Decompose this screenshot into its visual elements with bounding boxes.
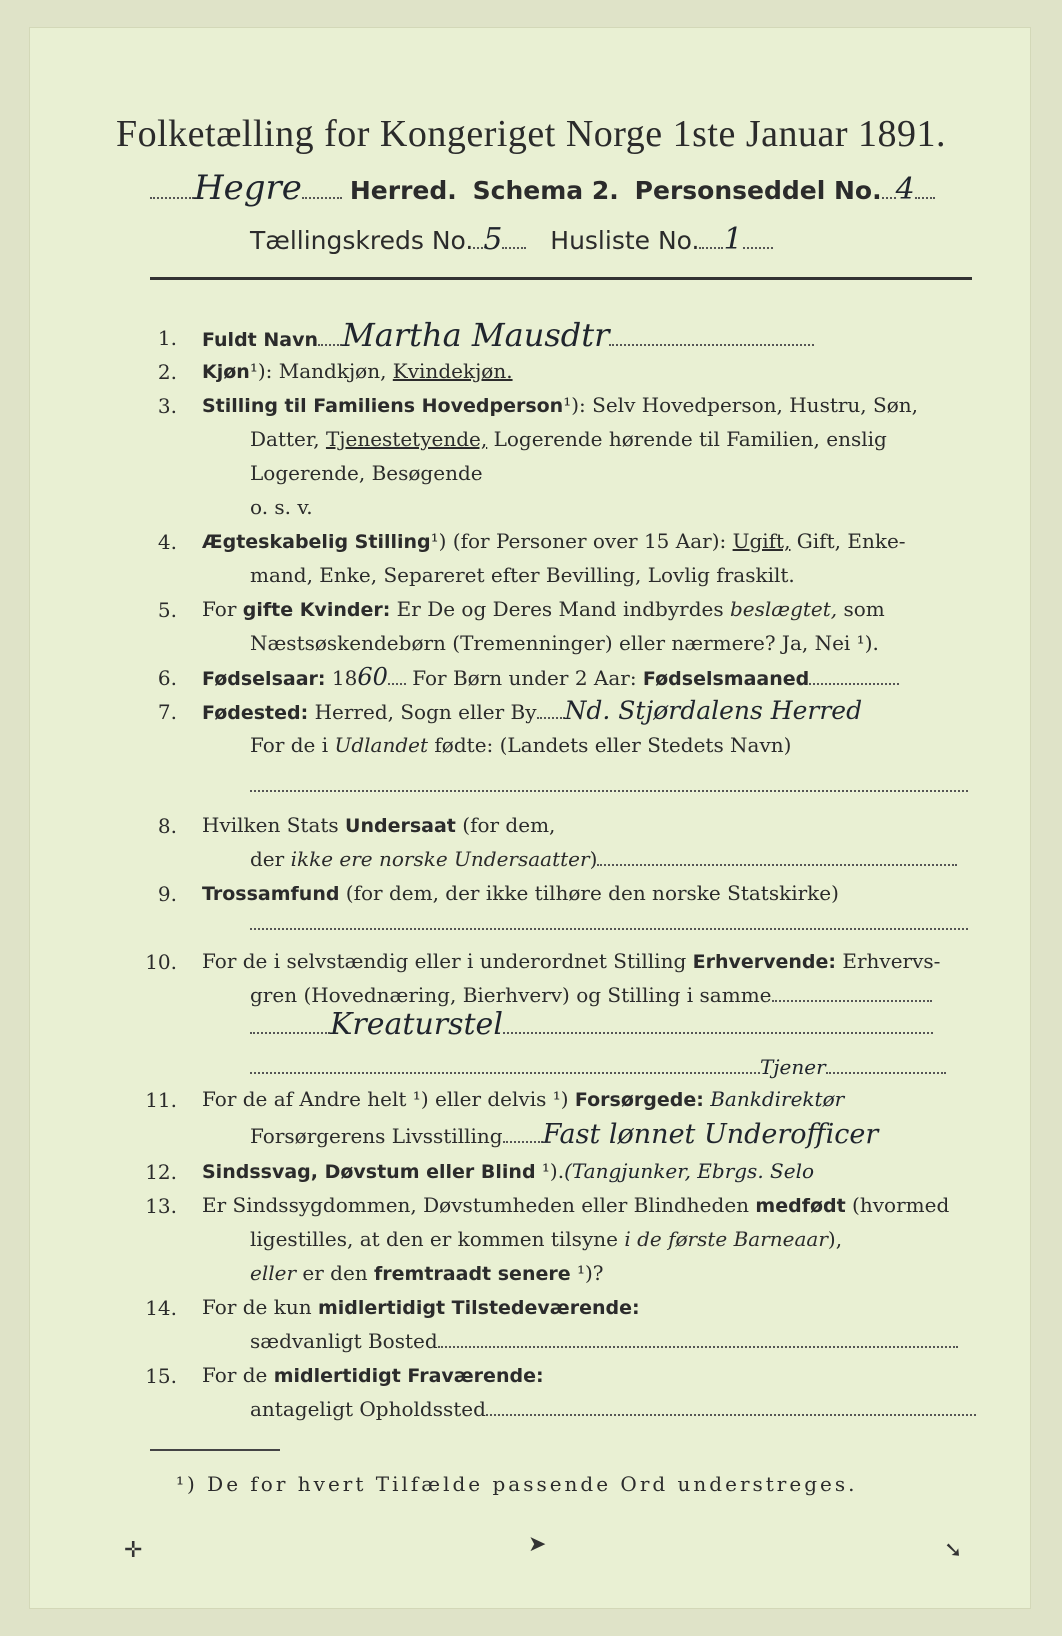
- q13-text-c: ligestilles, at den er kommen tilsyne: [250, 1227, 625, 1251]
- q3-text-b: Logerende hørende til Familien, enslig: [487, 427, 887, 451]
- q9-blank-line: [250, 928, 968, 930]
- q8-text-d: ): [589, 847, 598, 871]
- q5-line-1: [202, 592, 885, 627]
- q3-line-3: Logerende, Besøgende: [250, 461, 483, 485]
- personseddel-label: Personseddel No.: [634, 176, 882, 205]
- q10-label: Erhvervende:: [692, 951, 837, 973]
- q13-text-d: ),: [827, 1227, 843, 1251]
- q6-label-2: Fødselsmaaned: [642, 668, 810, 690]
- q1-label: Fuldt Navn: [202, 329, 319, 351]
- q8-label: Undersaat: [345, 815, 456, 837]
- q15-line-2: [250, 1392, 976, 1426]
- q9-number: 9.: [157, 882, 177, 906]
- q14-number: 14.: [145, 1296, 177, 1320]
- q11-text-b: Forsørgerens Livsstilling: [250, 1124, 503, 1148]
- footnote: ¹) De for hvert Tilfælde passende Ord understreges.: [176, 1472, 858, 1496]
- q12-value: (Tangjunker, Ebrgs. Selo: [564, 1159, 815, 1183]
- q14-line-1: [202, 1290, 640, 1325]
- q7-text-italic: Udlandet: [334, 733, 429, 757]
- q9-row: [202, 876, 839, 911]
- q11-line-1: [202, 1082, 844, 1117]
- q13-text-a: Er Sindssygdommen, Døvstumheden eller Blindheden: [202, 1193, 756, 1217]
- q8-text-c: der: [250, 847, 291, 871]
- husliste-value: 1: [723, 222, 743, 257]
- q13-text-f: ¹)?: [570, 1261, 604, 1285]
- q3-text: ¹): Selv Hovedperson, Hustru, Søn,: [563, 393, 919, 417]
- q8-text-a: Hvilken Stats: [202, 813, 346, 837]
- q1-row: [202, 318, 814, 357]
- q11-text: For de af Andre helt ¹) eller delvis ¹): [202, 1087, 575, 1111]
- q13-label-2: fremtraadt senere: [374, 1263, 571, 1285]
- q3-text-a: Datter,: [250, 427, 326, 451]
- herred-value: Hegre: [194, 168, 302, 208]
- q11-value-2: Fast lønnet Underofficer: [542, 1119, 879, 1150]
- herred-label: Herred.: [349, 176, 457, 205]
- q4-line-1: [202, 524, 906, 559]
- q11-number: 11.: [145, 1088, 177, 1112]
- q4-line-2: mand, Enke, Separeret efter Bevilling, Lovlig fraskilt.: [250, 563, 795, 587]
- q9-label: Trossamfund: [202, 883, 340, 905]
- q8-number: 8.: [157, 814, 177, 838]
- q4-label: Ægteskabelig Stilling: [202, 531, 431, 553]
- q9-text: (for dem, der ikke tilhøre den norske Statskirke): [339, 881, 839, 905]
- q15-line-1: [202, 1358, 544, 1393]
- q2-label: Kjøn: [202, 361, 250, 383]
- q10-text-a: For de i selvstændig eller i underordnet Stilling: [202, 949, 693, 973]
- q3-line-1: [202, 388, 918, 423]
- q4-option-ugift: Ugift,: [732, 529, 791, 553]
- footnote-rule: [150, 1449, 280, 1451]
- form-title: Folketælling for Kongeriget Norge 1ste Januar 1891.: [115, 113, 947, 155]
- q5-number: 5.: [157, 598, 177, 622]
- q6-label: Fødselsaar:: [202, 668, 326, 690]
- q5-text-b: Er De og Deres Mand indbyrdes: [390, 597, 730, 621]
- q2-row: [202, 354, 513, 389]
- q6-text: For Børn under 2 Aar:: [405, 666, 643, 690]
- q5-line-2: Næstsøskendebørn (Tremenninger) eller nærmere? Ja, Nei ¹).: [250, 631, 879, 655]
- q11-value: Bankdirektør: [710, 1087, 845, 1111]
- q5-label: gifte Kvinder:: [242, 599, 391, 621]
- q10-line-4: [250, 1050, 946, 1084]
- q6-row: [202, 660, 899, 696]
- q14-label: midlertidigt Tilstedeværende:: [317, 1297, 640, 1319]
- q12-label: Sindssvag, Døvstum eller Blind: [202, 1161, 536, 1183]
- q4-text-a: ¹) (for Personer over 15 Aar):: [430, 529, 733, 553]
- q7-text-a: For de i: [250, 733, 335, 757]
- q10-value: Kreaturstel: [330, 1007, 503, 1042]
- q13-text-italic: i de første Barneaar: [624, 1227, 828, 1251]
- q5-text-a: For: [202, 597, 243, 621]
- q13-line-1: [202, 1188, 949, 1223]
- q5-text-c: som: [837, 597, 885, 621]
- header-line-2: [250, 222, 773, 257]
- q13-number: 13.: [145, 1194, 177, 1218]
- registration-mark-left: ✛: [124, 1538, 143, 1563]
- q3-number: 3.: [157, 394, 177, 418]
- q6-value: 60: [357, 663, 388, 691]
- q13-text-b: (hvormed: [845, 1193, 950, 1217]
- schema-label: Schema 2.: [472, 176, 619, 205]
- q3-label: Stilling til Familiens Hovedperson: [202, 395, 564, 417]
- q8-line-1: [202, 808, 555, 843]
- q3-option-tjenestetyende: Tjenestetyende,: [325, 427, 488, 451]
- q7-label: Fødested:: [202, 702, 309, 724]
- q7-text: Herred, Sogn eller By: [308, 700, 537, 724]
- personseddel-value: 4: [895, 172, 915, 207]
- q7-blank-line: [250, 790, 968, 792]
- q8-text-italic: ikke ere norske Undersaatter: [290, 847, 590, 871]
- header-line-1: [150, 168, 935, 208]
- q4-number: 4.: [157, 530, 177, 554]
- registration-mark-center: ➤: [528, 1532, 547, 1557]
- q14-line-2: [250, 1324, 958, 1358]
- q3-line-2: [250, 422, 887, 456]
- q2-number: 2.: [157, 360, 177, 384]
- q5-text-italic: beslægtet,: [729, 597, 838, 621]
- husliste-label: Husliste No.: [550, 226, 700, 255]
- q15-text: For de: [202, 1363, 274, 1387]
- q13-line-3: [250, 1256, 604, 1291]
- q7-line-2: [250, 728, 791, 762]
- q1-value: Martha Mausdtr: [342, 316, 610, 354]
- q6-number: 6.: [157, 666, 177, 690]
- q7-value: Nd. Stjørdalens Herred: [564, 696, 863, 725]
- q7-number: 7.: [157, 700, 177, 724]
- q15-label: midlertidigt Fraværende:: [273, 1365, 544, 1387]
- header-rule: [150, 277, 972, 280]
- q10-number: 10.: [145, 950, 177, 974]
- q10-text-b: Erhvervs-: [836, 949, 941, 973]
- q4-text-b: Gift, Enke-: [790, 529, 906, 553]
- q1-number: 1.: [157, 326, 177, 350]
- q12-row: [202, 1154, 814, 1189]
- registration-mark-right: ➘: [944, 1538, 963, 1563]
- q8-text-b: (for dem,: [455, 813, 556, 837]
- q10-text-c: gren (Hovednæring, Bierhverv) og Stilling i samme: [250, 983, 772, 1007]
- q15-number: 15.: [145, 1364, 177, 1388]
- q11-line-2: [250, 1118, 878, 1153]
- q14-text-b: sædvanligt Bosted: [250, 1329, 438, 1353]
- q8-line-2: [250, 842, 957, 876]
- kreds-value: 5: [483, 222, 503, 257]
- q13-label: medfødt: [755, 1195, 846, 1217]
- q7-line-1: [202, 694, 862, 730]
- q2-option-kvindekjon: Kvindekjøn.: [392, 359, 513, 383]
- q11-label: Forsørgede:: [574, 1089, 704, 1111]
- q12-text: ¹).: [535, 1159, 565, 1183]
- kreds-label: Tællingskreds No.: [250, 226, 474, 255]
- q15-text-b: antageligt Opholdssted: [250, 1397, 486, 1421]
- q6-prefix: 18: [325, 666, 358, 690]
- q12-number: 12.: [145, 1160, 177, 1184]
- q2-text: ¹): Mandkjøn,: [249, 359, 393, 383]
- q10-line-1: [202, 944, 940, 979]
- q13-text-e: er den: [296, 1261, 375, 1285]
- q14-text: For de kun: [202, 1295, 318, 1319]
- q13-line-2: [250, 1222, 842, 1256]
- q7-text-b: fødte: (Landets eller Stedets Navn): [428, 733, 792, 757]
- q10-line-3: [250, 1008, 933, 1044]
- q3-line-4: o. s. v.: [250, 495, 313, 519]
- q10-value-2: Tjener: [760, 1055, 826, 1079]
- q13-text-italic-2: eller: [250, 1261, 297, 1285]
